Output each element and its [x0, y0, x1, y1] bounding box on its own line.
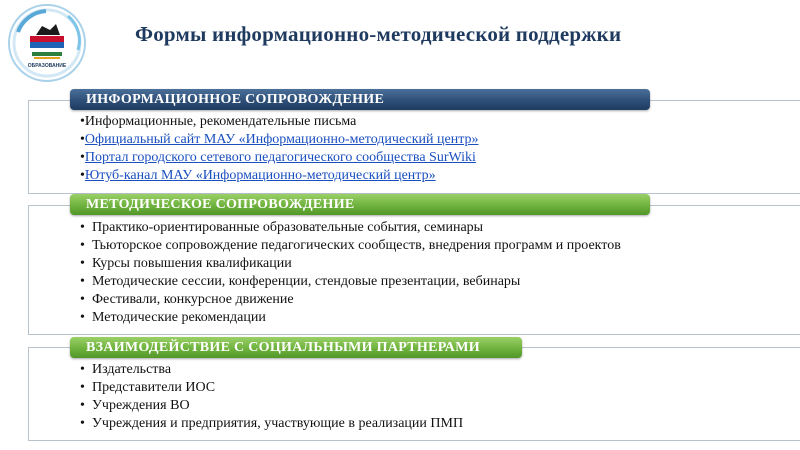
list-item: • Методические рекомендации [80, 310, 266, 325]
list-item: • Учреждения ВО [80, 398, 190, 413]
section-method-header: МЕТОДИЧЕСКОЕ СОПРОВОЖДЕНИЕ [70, 194, 650, 215]
logo-caption: ОБРАЗОВАНИЕ [27, 63, 67, 69]
list-item: • Методические сессии, конференции, стендовые презентации, вебинары [80, 274, 521, 289]
list-item: • Учреждения и предприятия, участвующие в реализации ПМП [80, 416, 464, 431]
page-title: Формы информационно-методической поддержки [135, 22, 622, 46]
youtube-channel-link[interactable]: Ютуб-канал МАУ «Информационно-методический центр» [84, 168, 436, 183]
section-info-list [80, 113, 479, 185]
section-info-header: ИНФОРМАЦИОННОЕ СОПРОВОЖДЕНИЕ [70, 89, 650, 110]
list-item: •Официальный сайт МАУ «Информационно-методический центр» [80, 132, 479, 147]
section-partners-list [80, 361, 463, 433]
list-item: •Ютуб-канал МАУ «Информационно-методический центр» [80, 168, 436, 183]
list-item: • Представители ИОС [80, 380, 216, 395]
list-item: •Информационные, рекомендательные письма [80, 114, 357, 129]
list-item: • Фестивали, конкурсное движение [80, 292, 294, 307]
list-item: • Практико-ориентированные образовательные события, семинары [80, 220, 484, 235]
list-item: • Издательства [80, 362, 172, 377]
official-site-link[interactable]: Официальный сайт МАУ «Информационно-методический центр» [84, 132, 479, 147]
section-partners-header: ВЗАИМОДЕЙСТВИЕ С СОЦИАЛЬНЫМИ ПАРТНЕРАМИ [70, 337, 522, 358]
surwiki-portal-link[interactable]: Портал городского сетевого педагогического сообщества SurWiki [84, 150, 476, 165]
list-item: • Тьюторское сопровождение педагогических сообществ, внедрения программ и проектов [80, 238, 621, 253]
list-item: •Портал городского сетевого педагогического сообщества SurWiki [80, 150, 476, 165]
list-item: • Курсы повышения квалификации [80, 256, 292, 271]
section-method-list [80, 219, 621, 327]
education-logo-icon [6, 2, 88, 84]
